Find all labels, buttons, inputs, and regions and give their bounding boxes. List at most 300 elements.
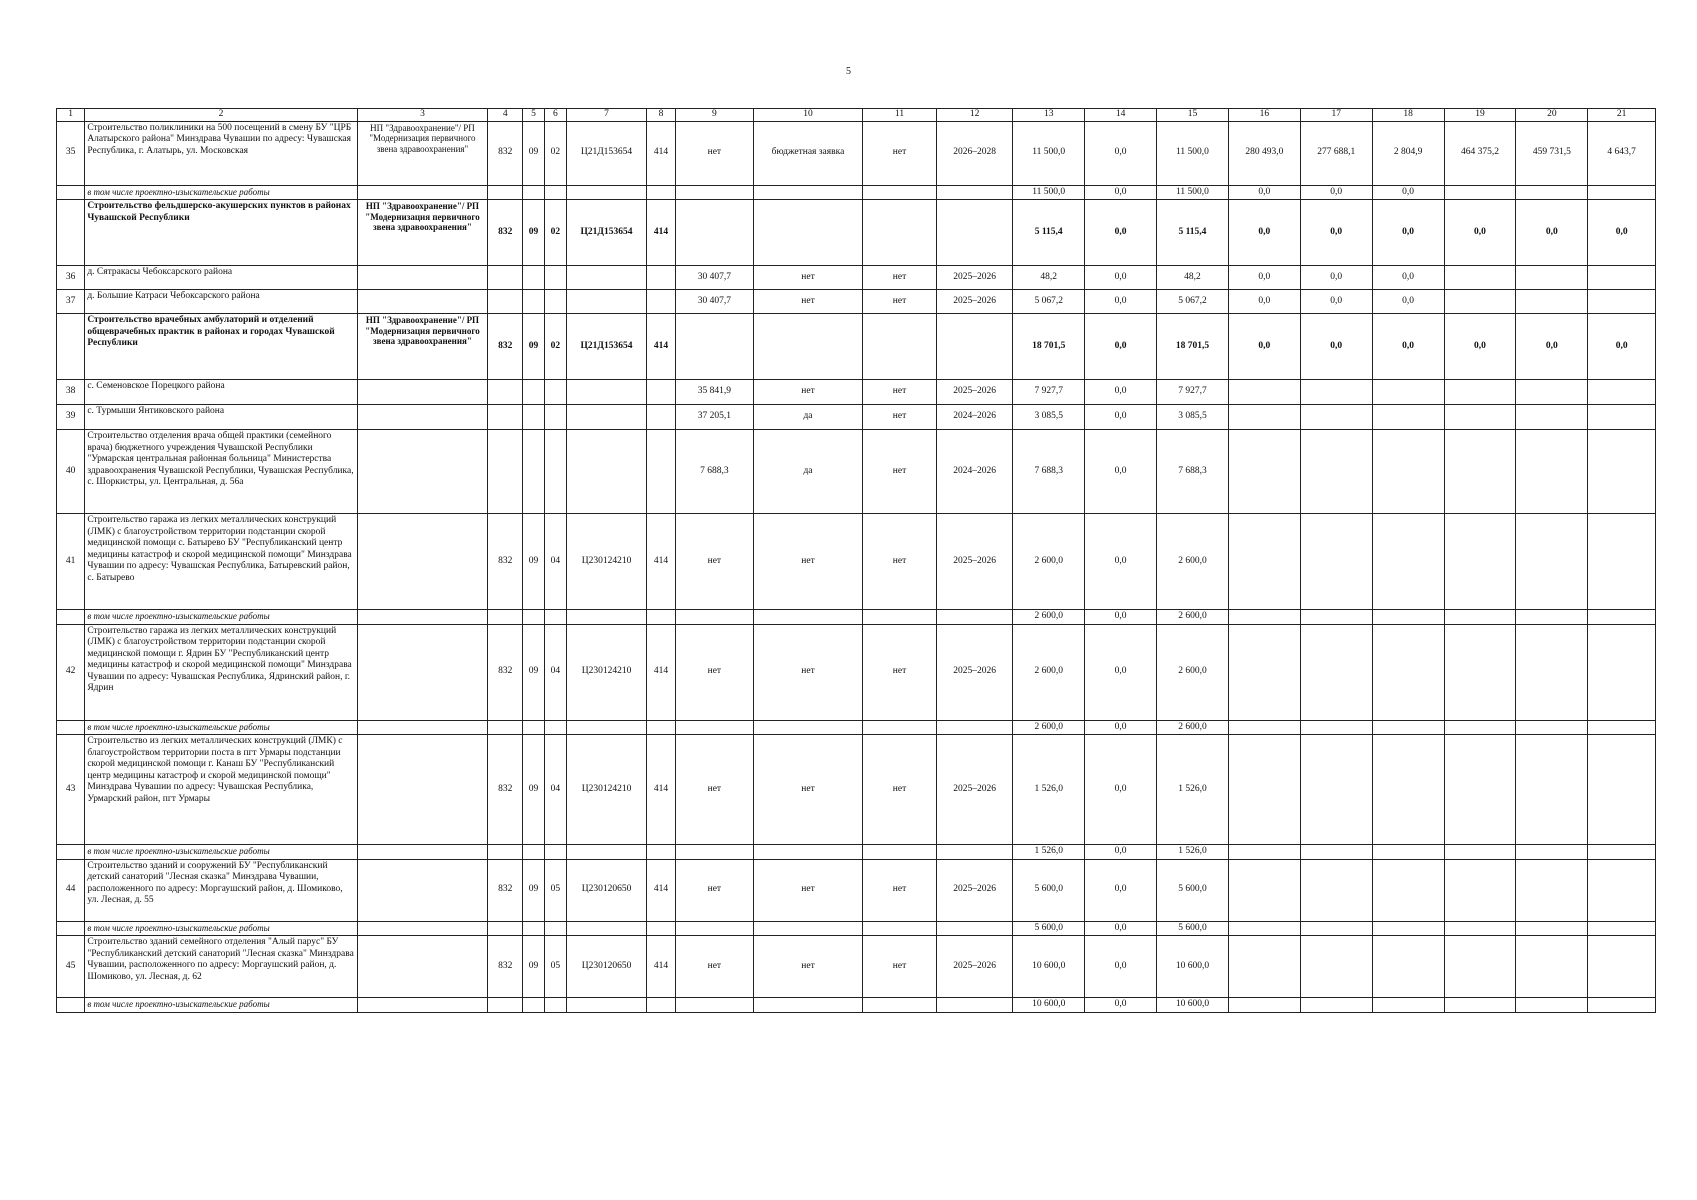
value-cell (675, 720, 753, 735)
column-number: 4 (488, 109, 523, 122)
value-cell (754, 921, 863, 936)
row-number (57, 200, 85, 266)
value-cell (1516, 514, 1588, 610)
value-cell: Ц21Д153654 (566, 200, 647, 266)
value-cell: 3 085,5 (1157, 405, 1229, 430)
value-cell: 7 927,7 (1157, 380, 1229, 405)
row-number: 42 (57, 624, 85, 720)
value-cell (523, 921, 545, 936)
row-number (57, 720, 85, 735)
column-number: 21 (1588, 109, 1656, 122)
value-cell (523, 610, 545, 625)
row-number (57, 998, 85, 1013)
value-cell: 05 (544, 936, 566, 998)
value-cell (488, 290, 523, 314)
value-cell: 1 526,0 (1013, 735, 1085, 845)
value-cell (862, 845, 936, 860)
value-cell (1300, 845, 1372, 860)
column-number: 13 (1013, 109, 1085, 122)
program-cell (357, 624, 488, 720)
value-cell (566, 610, 647, 625)
object-name: Строительство врачебных амбулаторий и отделений общеврачебных практик в районах и городах Чувашской Республики (85, 314, 357, 380)
value-cell (754, 200, 863, 266)
column-number: 8 (647, 109, 675, 122)
value-cell (1228, 859, 1300, 921)
value-cell: 2 600,0 (1013, 514, 1085, 610)
value-cell (1516, 624, 1588, 720)
value-cell: 02 (544, 314, 566, 380)
subtotal-label: в том числе проектно-изыскательские работы (85, 185, 357, 200)
value-cell (1444, 720, 1516, 735)
value-cell: 2025–2026 (937, 735, 1013, 845)
value-cell (566, 405, 647, 430)
value-cell: нет (862, 121, 936, 185)
column-number: 10 (754, 109, 863, 122)
value-cell: 0,0 (1085, 921, 1157, 936)
value-cell: 832 (488, 859, 523, 921)
value-cell (1588, 430, 1656, 514)
value-cell: 35 841,9 (675, 380, 753, 405)
value-cell: 0,0 (1085, 200, 1157, 266)
value-cell: 0,0 (1085, 121, 1157, 185)
row-number: 43 (57, 735, 85, 845)
value-cell (647, 430, 675, 514)
program-cell: НП "Здравоохранение"/ РП "Модернизация первичного звена здравоохранения" (357, 200, 488, 266)
row-number: 41 (57, 514, 85, 610)
value-cell (488, 610, 523, 625)
program-cell (357, 936, 488, 998)
value-cell (1516, 266, 1588, 290)
column-number: 7 (566, 109, 647, 122)
value-cell: 0,0 (1085, 720, 1157, 735)
value-cell: 30 407,7 (675, 266, 753, 290)
object-name: с. Семеновское Порецкого района (85, 380, 357, 405)
value-cell: 832 (488, 936, 523, 998)
value-cell: 1 526,0 (1157, 735, 1229, 845)
value-cell (1228, 514, 1300, 610)
value-cell (488, 430, 523, 514)
value-cell: 10 600,0 (1157, 998, 1229, 1013)
value-cell (544, 610, 566, 625)
value-cell (1444, 430, 1516, 514)
value-cell (754, 610, 863, 625)
program-cell (357, 266, 488, 290)
column-number: 14 (1085, 109, 1157, 122)
value-cell (523, 430, 545, 514)
value-cell (488, 266, 523, 290)
value-cell: 832 (488, 735, 523, 845)
value-cell (1444, 859, 1516, 921)
value-cell: 7 688,3 (1157, 430, 1229, 514)
value-cell: 10 600,0 (1157, 936, 1229, 998)
value-cell (544, 405, 566, 430)
value-cell (1444, 405, 1516, 430)
subtotal-label: в том числе проектно-изыскательские работы (85, 845, 357, 860)
value-cell (647, 266, 675, 290)
value-cell: нет (862, 266, 936, 290)
value-cell (1300, 610, 1372, 625)
value-cell (754, 185, 863, 200)
value-cell: 0,0 (1444, 314, 1516, 380)
value-cell (544, 430, 566, 514)
column-number: 20 (1516, 109, 1588, 122)
value-cell: нет (862, 624, 936, 720)
value-cell (647, 185, 675, 200)
value-cell: 1 526,0 (1157, 845, 1229, 860)
value-cell: нет (675, 121, 753, 185)
value-cell: 09 (523, 200, 545, 266)
value-cell: нет (862, 859, 936, 921)
value-cell (1588, 845, 1656, 860)
table-row (57, 514, 1656, 610)
value-cell (1372, 380, 1444, 405)
header-row (57, 109, 1656, 122)
value-cell (1228, 998, 1300, 1013)
row-number: 36 (57, 266, 85, 290)
value-cell (488, 845, 523, 860)
value-cell: 5 115,4 (1157, 200, 1229, 266)
row-number: 35 (57, 121, 85, 185)
program-cell (357, 998, 488, 1013)
value-cell (1228, 610, 1300, 625)
value-cell (1516, 380, 1588, 405)
table-row (57, 859, 1656, 921)
value-cell: Ц230124210 (566, 514, 647, 610)
value-cell: 414 (647, 624, 675, 720)
value-cell: нет (862, 430, 936, 514)
value-cell: 0,0 (1085, 845, 1157, 860)
value-cell (1444, 936, 1516, 998)
value-cell (566, 845, 647, 860)
value-cell (1588, 998, 1656, 1013)
value-cell (647, 290, 675, 314)
table-row (57, 290, 1656, 314)
subtotal-row (57, 720, 1656, 735)
value-cell (754, 998, 863, 1013)
value-cell (937, 998, 1013, 1013)
value-cell: 02 (544, 121, 566, 185)
value-cell (1300, 624, 1372, 720)
value-cell: 09 (523, 735, 545, 845)
value-cell: нет (754, 266, 863, 290)
value-cell (523, 380, 545, 405)
value-cell: 0,0 (1085, 314, 1157, 380)
value-cell (1588, 380, 1656, 405)
value-cell (1444, 921, 1516, 936)
table-row (57, 266, 1656, 290)
value-cell: 30 407,7 (675, 290, 753, 314)
value-cell: 09 (523, 514, 545, 610)
value-cell: 0,0 (1228, 290, 1300, 314)
value-cell: 0,0 (1300, 200, 1372, 266)
value-cell: нет (754, 859, 863, 921)
value-cell (862, 921, 936, 936)
value-cell (1228, 720, 1300, 735)
subtotal-label: в том числе проектно-изыскательские работы (85, 998, 357, 1013)
program-cell (357, 514, 488, 610)
value-cell: 0,0 (1516, 200, 1588, 266)
subtotal-label: в том числе проектно-изыскательские работы (85, 921, 357, 936)
value-cell: нет (754, 735, 863, 845)
value-cell (937, 845, 1013, 860)
value-cell (1300, 921, 1372, 936)
value-cell (1444, 380, 1516, 405)
value-cell: нет (754, 936, 863, 998)
value-cell: 2025–2026 (937, 266, 1013, 290)
column-number: 2 (85, 109, 357, 122)
value-cell (1372, 514, 1444, 610)
value-cell: Ц21Д153654 (566, 121, 647, 185)
value-cell (1228, 380, 1300, 405)
value-cell: 18 701,5 (1157, 314, 1229, 380)
value-cell (1372, 936, 1444, 998)
row-number (57, 314, 85, 380)
value-cell (1444, 624, 1516, 720)
value-cell: 414 (647, 121, 675, 185)
object-name: Строительство из легких металлических конструкций (ЛМК) с благоустройством территории поста в пгт Урмары подстанции скорой медицинской помощи г. Канаш БУ "Республиканский центр медицины катастроф и скорой медицинской помощи" Минздрава Чувашии по адресу: Чувашская Республика, Урмарский район, пгт Урмары (85, 735, 357, 845)
value-cell: 02 (544, 200, 566, 266)
value-cell (937, 200, 1013, 266)
value-cell (1516, 921, 1588, 936)
value-cell: 2025–2026 (937, 380, 1013, 405)
value-cell (1300, 405, 1372, 430)
value-cell (754, 845, 863, 860)
value-cell: 09 (523, 936, 545, 998)
table-row (57, 314, 1656, 380)
column-number: 18 (1372, 109, 1444, 122)
value-cell: 2024–2026 (937, 430, 1013, 514)
value-cell (523, 290, 545, 314)
value-cell: 11 500,0 (1013, 185, 1085, 200)
value-cell (862, 200, 936, 266)
value-cell (647, 998, 675, 1013)
value-cell (1228, 936, 1300, 998)
subtotal-row (57, 845, 1656, 860)
value-cell (1516, 735, 1588, 845)
value-cell: 0,0 (1085, 290, 1157, 314)
value-cell (1516, 185, 1588, 200)
row-number: 38 (57, 380, 85, 405)
value-cell: 2 804,9 (1372, 121, 1444, 185)
value-cell (1444, 735, 1516, 845)
value-cell (1516, 859, 1588, 921)
value-cell (1300, 859, 1372, 921)
value-cell: нет (862, 514, 936, 610)
value-cell (1588, 266, 1656, 290)
value-cell: 0,0 (1085, 514, 1157, 610)
value-cell (1516, 610, 1588, 625)
value-cell: нет (862, 735, 936, 845)
value-cell: 0,0 (1300, 290, 1372, 314)
value-cell (1300, 936, 1372, 998)
value-cell: бюджетная заявка (754, 121, 863, 185)
value-cell (937, 185, 1013, 200)
value-cell (675, 921, 753, 936)
value-cell (523, 266, 545, 290)
value-cell: 09 (523, 121, 545, 185)
value-cell: 1 526,0 (1013, 845, 1085, 860)
column-number: 19 (1444, 109, 1516, 122)
value-cell (754, 314, 863, 380)
value-cell (1516, 720, 1588, 735)
column-number: 3 (357, 109, 488, 122)
value-cell: 0,0 (1085, 430, 1157, 514)
value-cell: 832 (488, 314, 523, 380)
value-cell: 37 205,1 (675, 405, 753, 430)
value-cell: 414 (647, 314, 675, 380)
value-cell (1444, 845, 1516, 860)
value-cell: нет (675, 735, 753, 845)
value-cell (566, 266, 647, 290)
value-cell: 277 688,1 (1300, 121, 1372, 185)
column-number: 6 (544, 109, 566, 122)
value-cell: 0,0 (1300, 314, 1372, 380)
value-cell: 4 643,7 (1588, 121, 1656, 185)
value-cell: нет (754, 514, 863, 610)
value-cell: 280 493,0 (1228, 121, 1300, 185)
value-cell: да (754, 430, 863, 514)
value-cell (1372, 610, 1444, 625)
value-cell (1372, 624, 1444, 720)
row-number (57, 610, 85, 625)
value-cell: 48,2 (1013, 266, 1085, 290)
value-cell: 0,0 (1228, 314, 1300, 380)
value-cell (566, 720, 647, 735)
value-cell (1444, 610, 1516, 625)
value-cell: 832 (488, 121, 523, 185)
object-name: Строительство зданий и сооружений БУ "Республиканский детский санаторий "Лесная сказка" Минздрава Чувашии, расположенного по адресу: Моргаушский район, д. Шомиково, ул. Лесная, д. 55 (85, 859, 357, 921)
value-cell: 0,0 (1085, 624, 1157, 720)
value-cell (488, 921, 523, 936)
value-cell (523, 845, 545, 860)
value-cell: 414 (647, 200, 675, 266)
table-row (57, 200, 1656, 266)
value-cell: Ц230120650 (566, 859, 647, 921)
value-cell (1372, 845, 1444, 860)
row-number: 37 (57, 290, 85, 314)
subtotal-row (57, 998, 1656, 1013)
program-cell (357, 430, 488, 514)
value-cell (1372, 430, 1444, 514)
value-cell (1516, 936, 1588, 998)
value-cell (675, 200, 753, 266)
value-cell: 0,0 (1588, 200, 1656, 266)
value-cell (647, 720, 675, 735)
object-name: Строительство отделения врача общей практики (семейного врача) бюджетного учреждения Чувашской Республики "Урмарская центральная районная больница" Министерства здравоохранения Чувашской Республики, Чувашская Республика, с. Шоркистры, ул. Центральная, д. 56а (85, 430, 357, 514)
value-cell: 0,0 (1372, 314, 1444, 380)
value-cell: нет (862, 290, 936, 314)
value-cell (1300, 430, 1372, 514)
value-cell: нет (862, 405, 936, 430)
column-number: 16 (1228, 109, 1300, 122)
value-cell (566, 998, 647, 1013)
value-cell: 5 600,0 (1013, 921, 1085, 936)
value-cell (1372, 735, 1444, 845)
value-cell: 0,0 (1372, 200, 1444, 266)
value-cell (566, 430, 647, 514)
value-cell: 5 067,2 (1013, 290, 1085, 314)
table-row (57, 430, 1656, 514)
value-cell (647, 380, 675, 405)
value-cell: нет (675, 859, 753, 921)
value-cell: 0,0 (1085, 405, 1157, 430)
value-cell: 0,0 (1300, 266, 1372, 290)
value-cell (488, 380, 523, 405)
program-cell (357, 859, 488, 921)
value-cell (566, 290, 647, 314)
value-cell (862, 720, 936, 735)
value-cell: 2 600,0 (1157, 610, 1229, 625)
value-cell: 0,0 (1085, 859, 1157, 921)
object-name: Строительство фельдшерско-акушерских пунктов в районах Чувашской Республики (85, 200, 357, 266)
value-cell: 10 600,0 (1013, 936, 1085, 998)
value-cell (523, 405, 545, 430)
row-number: 44 (57, 859, 85, 921)
value-cell: 7 688,3 (675, 430, 753, 514)
program-cell: НП "Здравоохранение"/ РП "Модернизация первичного звена здравоохранения" (357, 314, 488, 380)
object-name: Строительство поликлиники на 500 посещений в смену БУ "ЦРБ Алатырского района" Минздрава Чувашии по адресу: Чувашская Республика, г. Алатырь, ул. Московская (85, 121, 357, 185)
value-cell: 7 927,7 (1013, 380, 1085, 405)
value-cell (937, 610, 1013, 625)
value-cell (488, 185, 523, 200)
value-cell (1444, 514, 1516, 610)
row-number: 40 (57, 430, 85, 514)
value-cell: нет (754, 380, 863, 405)
value-cell (1372, 720, 1444, 735)
value-cell (1516, 290, 1588, 314)
value-cell (1516, 845, 1588, 860)
program-cell (357, 921, 488, 936)
value-cell: 2025–2026 (937, 859, 1013, 921)
value-cell (544, 720, 566, 735)
value-cell (544, 921, 566, 936)
value-cell (1300, 514, 1372, 610)
object-name: с. Турмыши Янтиковского района (85, 405, 357, 430)
value-cell (1228, 624, 1300, 720)
value-cell: нет (675, 936, 753, 998)
table-row (57, 380, 1656, 405)
value-cell: 414 (647, 859, 675, 921)
value-cell: Ц230124210 (566, 624, 647, 720)
column-number: 11 (862, 109, 936, 122)
value-cell (862, 610, 936, 625)
value-cell (1228, 845, 1300, 860)
object-name: Строительство зданий семейного отделения "Алый парус" БУ "Республиканский детский санаторий "Лесная сказка" Минздрава Чувашии, расположенного по адресу: Моргаушский район, д. Шомиково, ул. Лесная, д. 62 (85, 936, 357, 998)
value-cell: Ц230124210 (566, 735, 647, 845)
value-cell (1588, 921, 1656, 936)
row-number: 39 (57, 405, 85, 430)
value-cell (544, 290, 566, 314)
value-cell (1588, 514, 1656, 610)
value-cell: 2025–2026 (937, 514, 1013, 610)
value-cell: 0,0 (1372, 266, 1444, 290)
value-cell: нет (754, 624, 863, 720)
value-cell: 2 600,0 (1013, 610, 1085, 625)
value-cell (544, 998, 566, 1013)
value-cell: 2025–2026 (937, 290, 1013, 314)
column-number: 9 (675, 109, 753, 122)
value-cell: 0,0 (1300, 185, 1372, 200)
value-cell: 0,0 (1228, 266, 1300, 290)
table-row (57, 405, 1656, 430)
value-cell: 0,0 (1085, 185, 1157, 200)
program-cell (357, 845, 488, 860)
value-cell (1300, 380, 1372, 405)
value-cell (1372, 921, 1444, 936)
value-cell (937, 921, 1013, 936)
value-cell (1372, 859, 1444, 921)
table-row (57, 936, 1656, 998)
